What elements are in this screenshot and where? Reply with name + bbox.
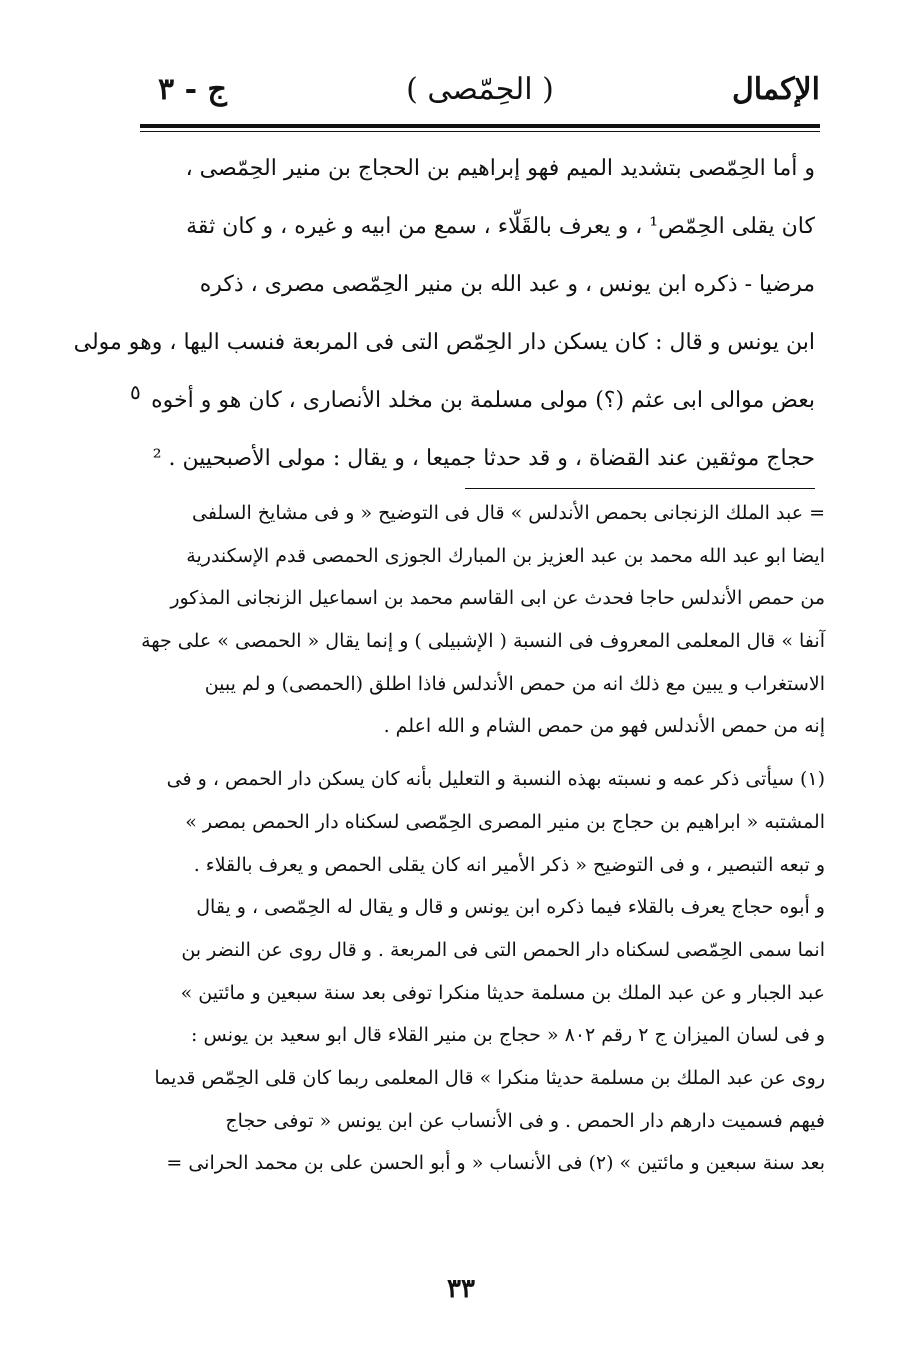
page-header <box>140 72 820 122</box>
footnotes <box>141 482 825 1185</box>
footnote-line: بعد سنة سبعين و مائتين » (٢) فى الأنساب « و أبو الحسن على بن محمد الحرانى = <box>166 1152 825 1175</box>
main-text-line: ابن يونس و قال : كان يسكن دار الحِمّص التى فى المربعة فنسب اليها ، وهو مولى <box>73 330 815 355</box>
footnote-line: ايضا ابو عبد الله محمد بن عبد العزيز بن المبارك الجوزى الحمصى قدم الإسكندرية <box>186 544 825 567</box>
main-text-line: و أما الحِمّصى بتشديد الميم فهو إبراهيم بن الحجاج بن منير الحِمّصى ، <box>185 156 815 181</box>
footnote-line: إنه من حمص الأندلس فهو من حمص الشام و الله اعلم . <box>383 715 825 738</box>
main-text-line: كان يقلى الحِمّص¹ ، و يعرف بالقَلّاء ، سمع من ابيه و غيره ، و كان ثقة <box>186 214 815 239</box>
footnote-line: من حمص الأندلس حاجا فحدث عن ابى القاسم محمد بن اسماعيل الزنجانى المذكور <box>170 587 825 610</box>
main-text-line: بعض موالى ابى عثم (؟) مولى مسلمة بن مخلد الأنصارى ، كان هو و أخوه <box>151 388 815 413</box>
book-title: الإكمال <box>731 72 820 107</box>
footnote-line: و تبعه التبصير ، و فى التوضيح « ذكر الأمير انه كان يقلى الحمص و يعرف بالقلاء . <box>193 853 825 876</box>
entry-heading: ( الحِمّصى ) <box>406 72 554 107</box>
volume-reference: ج - ٣ <box>158 72 227 107</box>
footnote-line: المشتبه « ابراهيم بن حجاج بن منير المصرى الحِمّصى لسكناه دار الحمص بمصر » <box>185 810 825 833</box>
footnote-line: الاستغراب و يبين مع ذلك انه من حمص الأندلس فاذا اطلق (الحمصى) و لم يبين <box>204 672 825 695</box>
footnote-line: انما سمى الحِمّصى لسكناه دار الحمص التى فى المربعة . و قال روى عن النضر بن <box>181 938 825 961</box>
footnote-line: (١) سيأتى ذكر عمه و نسبته بهذه النسبة و التعليل بأنه كان يسكن دار الحمص ، و فى <box>166 768 825 791</box>
footnote-line: روى عن عبد الملك بن مسلمة حديثا منكرا » قال المعلمى ربما كان قلى الحِمّص قديما <box>154 1066 825 1089</box>
main-text <box>73 140 815 488</box>
footnote-line: و أبوه حجاج يعرف بالقلاء فيما ذكره ابن يونس و قال و يقال له الحِمّصى ، و يقال <box>196 896 825 919</box>
main-text-line: حجاج موثقين عند القضاة ، و قد حدثا جميعا ، و يقال : مولى الأصبحيين . ² <box>152 446 815 471</box>
footnote-line: آنفا » قال المعلمى المعروف فى النسبة ( الإشبيلى ) و إنما يقال « الحمصى » على جهة <box>141 630 825 653</box>
main-text-line: مرضيا - ذكره ابن يونس ، و عبد الله بن منير الحِمّصى مصرى ، ذكره <box>199 272 815 297</box>
footnote-line: و فى لسان الميزان ج ٢ رقم ٨٠٢ « حجاج بن منير القلاء قال ابو سعيد بن يونس : <box>191 1024 825 1047</box>
header-rule-thick <box>140 124 820 128</box>
line-number-marker: ٥ <box>130 380 141 404</box>
footnote-line: عبد الجبار و عن عبد الملك بن مسلمة حديثا منكرا توفى بعد سنة سبعين و مائتين » <box>180 981 825 1004</box>
footnote-line: فيهم فسميت دارهم دار الحمص . و فى الأنساب عن ابن يونس « توفى حجاج <box>225 1109 825 1132</box>
footnote-line: = عبد الملك الزنجانى بحمص الأندلس » قال فى التوضيح « و فى مشايخ السلفى <box>191 502 825 524</box>
header-rule-thin <box>140 131 820 132</box>
page-number: ٣٣ <box>447 1274 475 1304</box>
